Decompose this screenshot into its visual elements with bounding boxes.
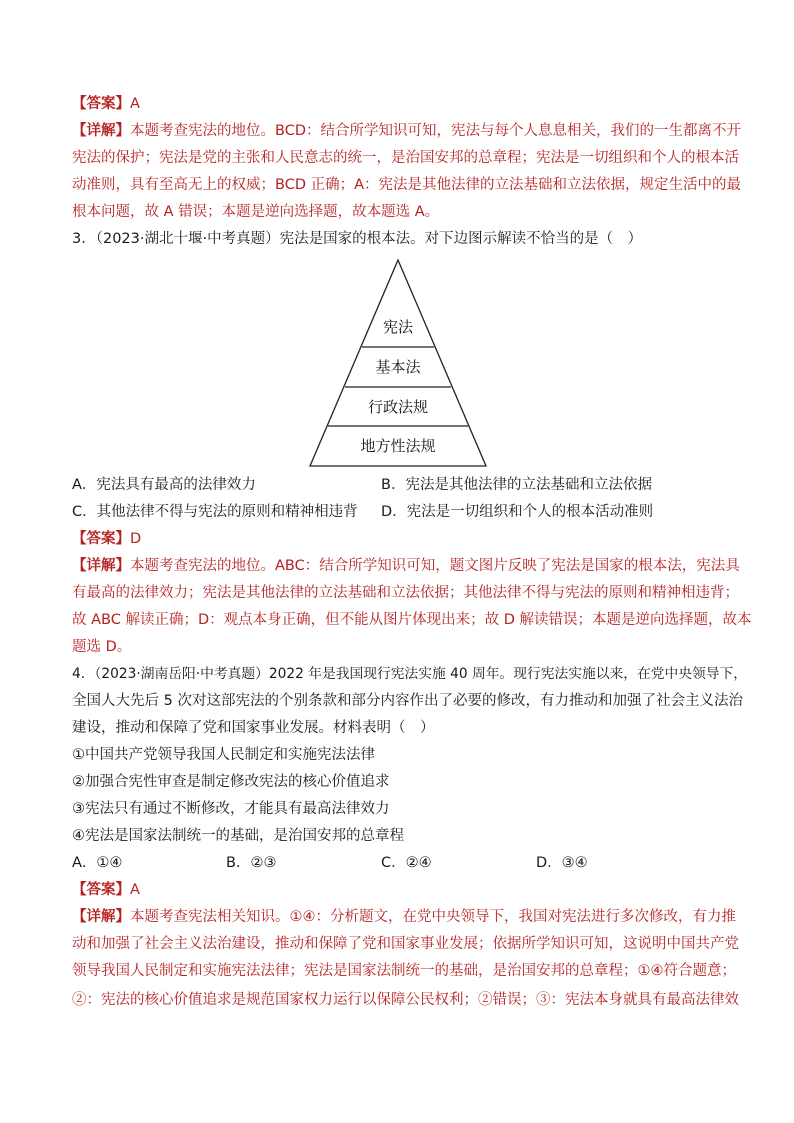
q3-answer-line	[72, 529, 141, 549]
q2-detail-line-1	[72, 121, 741, 141]
q4-option-d: D．③④	[536, 855, 588, 871]
q3-detail-line-2: 有最高的法律效力；宪法是其他法律的立法基础和立法依据；其他法律不得与宪法的原则和精神相违背；	[72, 585, 739, 601]
detail-text: 本题考查宪法的地位。ABC：结合所学知识可知，题文图片反映了宪法是国家的根本法，宪法具	[130, 558, 740, 574]
pyramid-level-label: 基本法	[375, 358, 421, 376]
answer-value: D	[130, 531, 142, 547]
pyramid-level-label: 行政法规	[367, 398, 429, 416]
q3-option-c: C．其他法律不得与宪法的原则和精神相违背	[72, 504, 358, 520]
answer-tag: 【答案】	[72, 882, 130, 898]
q4-detail-line-2: 动和加强了社会主义法治建设，推动和保障了党和国家事业发展；依据所学知识可知，这说明中国共产党	[72, 936, 739, 952]
law-hierarchy-pyramid	[300, 256, 496, 470]
detail-text: 本题考查宪法相关知识。①④：分析题文，在党中央领导下，我国对宪法进行多次修改，有力推	[130, 909, 736, 925]
answer-value: A	[130, 882, 140, 898]
q3-detail-line-1	[72, 556, 740, 576]
q3-detail-line-4: 题选 D。	[72, 639, 132, 655]
q3-stem: 3．（2023·湖北十堰·中考真题）宪法是国家的根本法。对下边图示解读不恰当的是（ ）	[72, 231, 643, 247]
q4-statement-1: ①中国共产党领导我国人民制定和实施宪法法律	[72, 747, 375, 763]
q2-detail-line-4: 根本问题，故 A 错误；本题是逆向选择题，故本题选 A。	[72, 204, 440, 220]
q4-option-c: C．②④	[381, 855, 432, 871]
pyramid-level-label: 地方性法规	[360, 437, 436, 455]
q4-statement-3: ③宪法只有通过不断修改，才能具有最高法律效力	[72, 801, 390, 817]
detail-tag: 【详解】	[72, 909, 130, 925]
answer-tag: 【答案】	[72, 96, 130, 112]
q3-detail-line-3: 故 ABC 解读正确；D：观点本身正确，但不能从图片体现出来；故 D 解读错误；本题是逆向选择题，故本	[72, 612, 752, 628]
q4-detail-line-4: ②：宪法的核心价值追求是规范国家权力运行以保障公民权利；②错误；③：宪法本身就具有最高法律效	[72, 992, 739, 1008]
q4-stem-line-2: 全国人大先后 5 次对这部宪法的个别条款和部分内容作出了必要的修改，有力推动和加强了社会主义法治	[72, 693, 743, 709]
q3-option-b: B．宪法是其他法律的立法基础和立法依据	[381, 477, 652, 493]
pyramid-level-label: 宪法	[382, 318, 414, 336]
q4-statement-4: ④宪法是国家法制统一的基础，是治国安邦的总章程	[72, 828, 404, 844]
answer-value: A	[130, 96, 140, 112]
detail-tag: 【详解】	[72, 123, 130, 139]
answer-tag: 【答案】	[72, 531, 130, 547]
q4-statement-2: ②加强合宪性审查是制定修改宪法的核心价值追求	[72, 774, 390, 790]
q4-option-b: B．②③	[226, 855, 277, 871]
q3-option-d: D．宪法是一切组织和个人的根本活动准则	[381, 504, 654, 520]
detail-tag: 【详解】	[72, 558, 130, 574]
detail-text: 本题考查宪法的地位。BCD：结合所学知识可知，宪法与每个人息息相关，我们的一生都离不开	[130, 123, 741, 139]
q4-detail-line-3: 领导我国人民制定和实施宪法法律；宪法是国家法制统一的基础，是治国安邦的总章程；①④符合题意；	[72, 963, 736, 979]
q4-answer-line	[72, 880, 140, 900]
q4-option-a: A．①④	[72, 855, 123, 871]
q4-stem-line-1: 4．（2023·湖南岳阳·中考真题）2022 年是我国现行宪法实施 40 周年。现行宪法实施以来，在党中央领导下，	[72, 666, 747, 682]
q2-detail-line-3: 动准则，具有至高无上的权威；BCD 正确；A：宪法是其他法律的立法基础和立法依据，规定生活中的最	[72, 177, 742, 193]
q2-detail-line-2: 宪法的保护；宪法是党的主张和人民意志的统一，是治国安邦的总章程；宪法是一切组织和个人的根本活	[72, 150, 739, 166]
q3-option-a: A．宪法具有最高的法律效力	[72, 477, 256, 493]
q2-answer-line	[72, 94, 140, 114]
q4-stem-line-3: 建设，推动和保障了党和国家事业发展。材料表明（ ）	[72, 720, 435, 736]
q4-detail-line-1	[72, 907, 736, 927]
